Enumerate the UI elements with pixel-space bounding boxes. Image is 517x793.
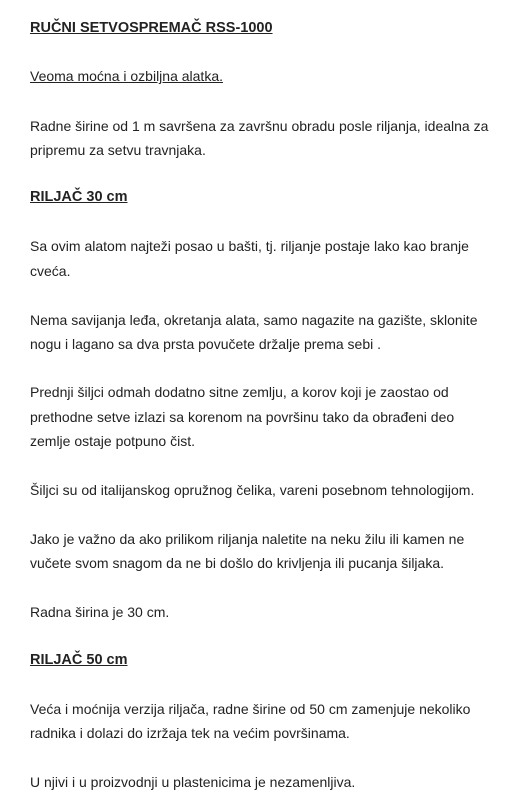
paragraph-line: U njivi i u proizvodnji u plastenicima je nezamenljiva. <box>30 774 356 790</box>
paragraph-line: Radna širina je 30 cm. <box>30 604 170 620</box>
heading-rss-1000: RUČNI SETVOSPREMAČ RSS-1000 <box>30 20 273 36</box>
paragraph-line: Šiljci su od italijanskog opružnog čelika, vareni posebnom tehnologijom. <box>30 482 475 498</box>
paragraph-line: cveća. <box>30 263 71 279</box>
paragraph-line: prethodne setve izlazi sa korenom na površinu tako da obrađeni deo <box>30 409 455 425</box>
subheading-rss-1000: Veoma moćna i ozbiljna alatka. <box>30 68 223 84</box>
paragraph-line: Radne širine od 1 m savršena za završnu obradu posle riljanja, idealna za <box>30 118 489 134</box>
paragraph-line: Sa ovim alatom najteži posao u bašti, tj. riljanje postaje lako kao branje <box>30 238 469 254</box>
paragraph-line: Nema savijanja leđa, okretanja alata, samo nagazite na gazište, sklonite <box>30 312 478 328</box>
paragraph-line: radnika i dolazi do izržaja tek na većim površinama. <box>30 725 350 741</box>
paragraph-line: Prednji šiljci odmah dodatno sitne zemlju, a korov koji je zaostao od <box>30 384 449 400</box>
heading-riljac-50: RILJAČ 50 cm <box>30 652 128 668</box>
paragraph-line: vučete svom snagom da ne bi došlo do krivljenja ili pucanja šiljaka. <box>30 555 444 571</box>
heading-riljac-30: RILJAČ 30 cm <box>30 189 128 205</box>
paragraph-line: Jako je važno da ako prilikom riljanja naletite na neku žilu ili kamen ne <box>30 531 465 547</box>
paragraph-line: Veća i moćnija verzija riljača, radne širine od 50 cm zamenjuje nekoliko <box>30 701 471 717</box>
paragraph-line: nogu i lagano sa dva prsta povučete držalje prema sebi . <box>30 336 381 352</box>
paragraph-line: zemlje ostaje potpuno čist. <box>30 433 195 449</box>
paragraph-line: pripremu za setvu travnjaka. <box>30 142 206 158</box>
